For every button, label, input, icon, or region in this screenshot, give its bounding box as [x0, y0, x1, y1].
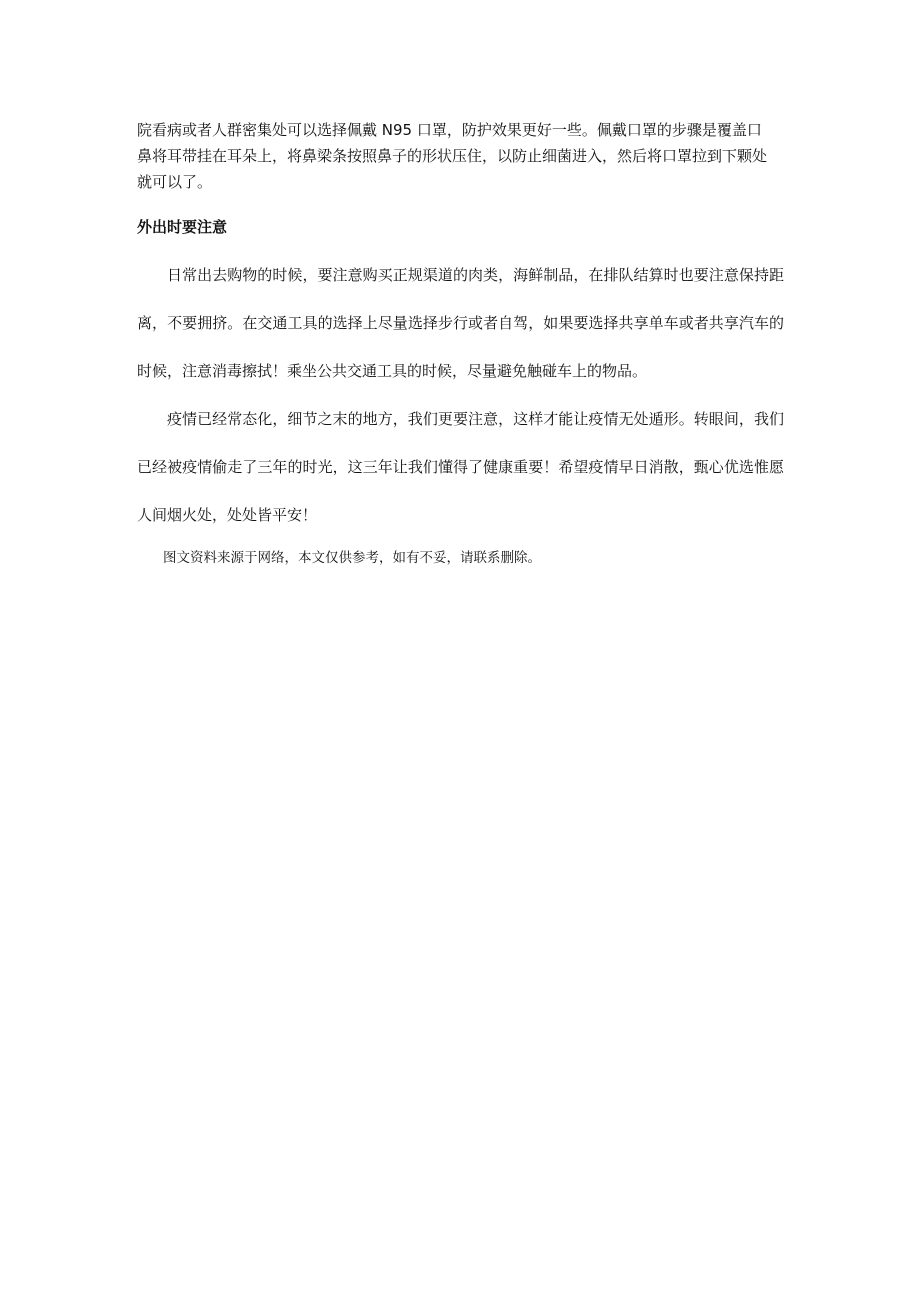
intro-paragraph-line: 院看病或者人群密集处可以选择佩戴 N95 口罩，防护效果更好一些。佩戴口罩的步骤是覆盖口	[137, 121, 762, 139]
section-heading: 外出时要注意	[137, 218, 228, 236]
intro-paragraph-line: 鼻将耳带挂在耳朵上，将鼻梁条按照鼻子的形状压住，以防止细菌进入，然后将口罩拉到下颗处	[137, 147, 768, 165]
footer-note: 图文资料来源于网络，本文仅供参考，如有不妥，请联系删除。	[163, 550, 541, 566]
intro-paragraph	[137, 117, 784, 195]
intro-paragraph-line: 就可以了。	[137, 173, 213, 191]
closing-paragraph: 疫情已经常态化，细节之末的地方，我们更要注意，这样才能让疫情无处遁形。转眼间，我们已经被疫情偷走了三年的时光，这三年让我们懂得了健康重要！希望疫情早日消散，甄心优选惟愿人间烟火处，处处皆平安！	[137, 410, 784, 524]
outing-paragraph: 日常出去购物的时候，要注意购买正规渠道的肉类，海鲜制品，在排队结算时也要注意保持距离，不要拥挤。在交通工具的选择上尽量选择步行或者自驾，如果要选择共享单车或者共享汽车的时候，注意消毒擦拭！乘坐公共交通工具的时候，尽量避免触碰车上的物品。	[137, 266, 784, 380]
